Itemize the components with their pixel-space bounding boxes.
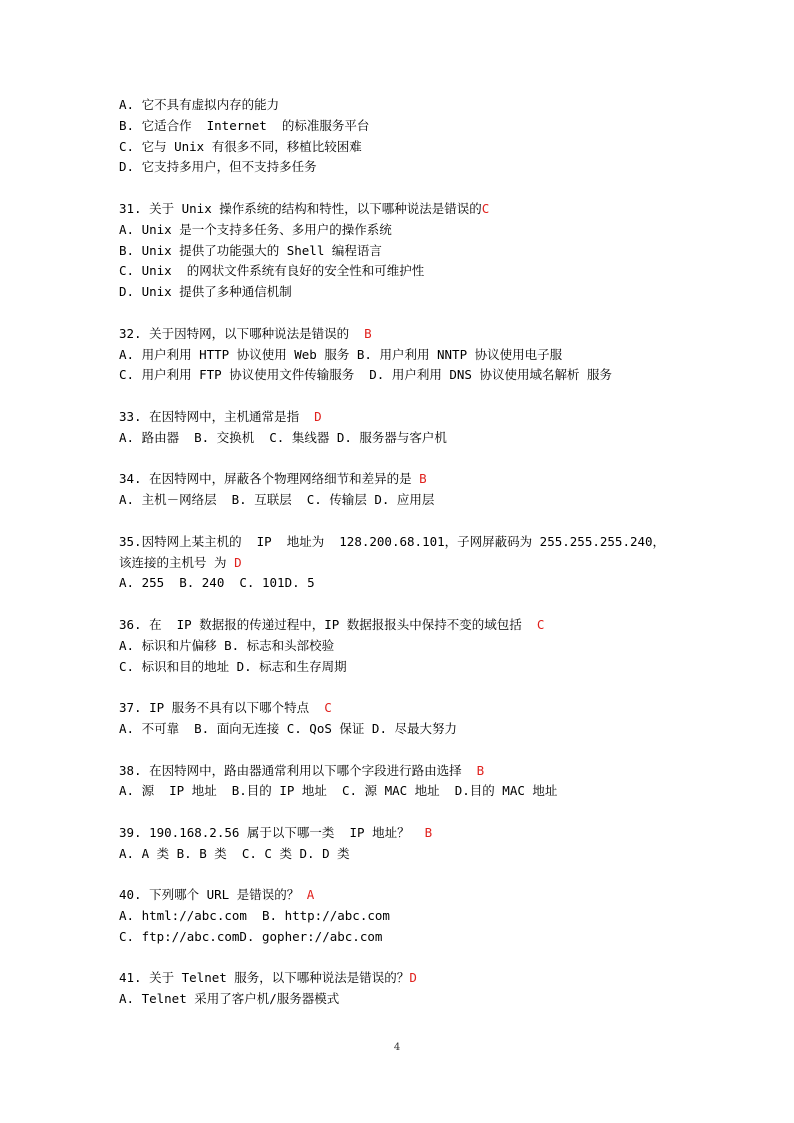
- question-line: [119, 324, 699, 345]
- question-text: 38. 在因特网中，路由器通常利用以下哪个字段进行路由选择: [119, 762, 477, 778]
- question-block: [119, 407, 699, 449]
- answer-key: C: [536, 616, 545, 632]
- question-text: 31. 关于 Unix 操作系统的结构和特性，以下哪种说法是错误的: [119, 200, 482, 216]
- option-line: D. Unix 提供了多种通信机制: [119, 284, 292, 300]
- question-line: [119, 615, 699, 636]
- question-line: [119, 407, 699, 428]
- question-line: [119, 885, 699, 906]
- option-line: A. Telnet 采用了客户机/服务器模式: [119, 991, 340, 1007]
- option-line: A. html://abc.com B. http://abc.com: [119, 908, 390, 924]
- question-block: [119, 469, 699, 511]
- option-line: D. 它支持多用户，但不支持多任务: [119, 159, 317, 175]
- answer-key: D: [409, 970, 417, 986]
- option-line: A. Unix 是一个支持多任务、多用户的操作系统: [119, 221, 392, 237]
- page-number: 4: [393, 1042, 401, 1053]
- question-block: [119, 968, 699, 1010]
- question-block: [119, 95, 699, 178]
- option-line: A. 标识和片偏移 B. 标志和头部校验: [119, 637, 335, 653]
- question-text: 40. 下列哪个 URL 是错误的？: [119, 887, 307, 903]
- question-line: 35.因特网上某主机的 IP 地址为 128.200.68.101，子网屏蔽码为 255.255.255.240，: [119, 533, 666, 549]
- question-block: [119, 698, 699, 740]
- question-block: [119, 199, 699, 303]
- question-text: 39. 190.168.2.56 属于以下哪一类 IP 地址？: [119, 824, 425, 840]
- option-line: C. 它与 Unix 有很多不同，移植比较困难: [119, 138, 362, 154]
- question-block: [119, 324, 699, 386]
- option-line: C. 标识和目的地址 D. 标志和生存周期: [119, 658, 347, 674]
- question-text: 37. IP 服务不具有以下哪个特点: [119, 700, 325, 716]
- question-line: [119, 698, 699, 719]
- answer-key: B: [419, 471, 427, 487]
- answer-key: B: [476, 762, 485, 778]
- question-text: 36. 在 IP 数据报的传递过程中，IP 数据报报头中保持不变的域包括: [119, 616, 537, 632]
- question-text: 34. 在因特网中，屏蔽各个物理网络细节和差异的是: [119, 471, 420, 487]
- answer-key: C: [324, 700, 332, 716]
- option-line: A. 不可靠 B. 面向无连接 C. QoS 保证 D. 尽最大努力: [119, 720, 458, 736]
- option-line: A. 它不具有虚拟内存的能力: [119, 97, 280, 112]
- answer-key: D: [314, 408, 322, 424]
- question-block: [119, 885, 699, 947]
- answer-key: B: [364, 325, 372, 341]
- option-line: B. Unix 提供了功能强大的 Shell 编程语言: [119, 242, 382, 258]
- answer-key: C: [481, 200, 490, 216]
- option-line: A. 主机－网络层 B. 互联层 C. 传输层 D. 应用层: [119, 492, 435, 508]
- question-text: 41. 关于 Telnet 服务，以下哪种说法是错误的？: [119, 970, 410, 986]
- question-text: 32. 关于因特网，以下哪种说法是错误的: [119, 325, 365, 341]
- option-line: A. 用户利用 HTTP 协议使用 Web 服务 B. 用户利用 NNTP 协议使用电子服: [119, 346, 563, 362]
- answer-key: A: [306, 887, 315, 903]
- document-page: [119, 95, 699, 1010]
- option-line: B. 它适合作 Internet 的标准服务平台: [119, 117, 370, 133]
- option-line: A. A 类 B. B 类 C. C 类 D. D 类: [119, 845, 350, 861]
- option-line: C. 用户利用 FTP 协议使用文件传输服务 D. 用户利用 DNS 协议使用域名解析 服务: [119, 367, 612, 383]
- question-text: 该连接的主机号 为: [119, 554, 235, 570]
- question-text: 33. 在因特网中，主机通常是指: [119, 408, 315, 424]
- question-line: [119, 823, 699, 844]
- option-line: C. Unix 的网状文件系统有良好的安全性和可维护性: [119, 263, 425, 279]
- question-line: [119, 199, 699, 220]
- option-line: A. 255 B. 240 C. 101D. 5: [119, 575, 315, 591]
- answer-key: B: [424, 824, 433, 840]
- question-line: [119, 469, 699, 490]
- question-line-continued: [119, 553, 699, 574]
- option-line: A. 源 IP 地址 B.目的 IP 地址 C. 源 MAC 地址 D.目的 MAC 地址: [119, 783, 558, 799]
- question-line: [119, 968, 699, 989]
- option-line: C. ftp://abc.comD. gopher://abc.com: [119, 928, 383, 944]
- question-block: [119, 823, 699, 865]
- question-block: [119, 761, 699, 803]
- option-line: A. 路由器 B. 交换机 C. 集线器 D. 服务器与客户机: [119, 429, 447, 445]
- question-block: [119, 615, 699, 677]
- question-line: [119, 761, 699, 782]
- answer-key: D: [234, 554, 242, 570]
- question-block: [119, 532, 699, 594]
